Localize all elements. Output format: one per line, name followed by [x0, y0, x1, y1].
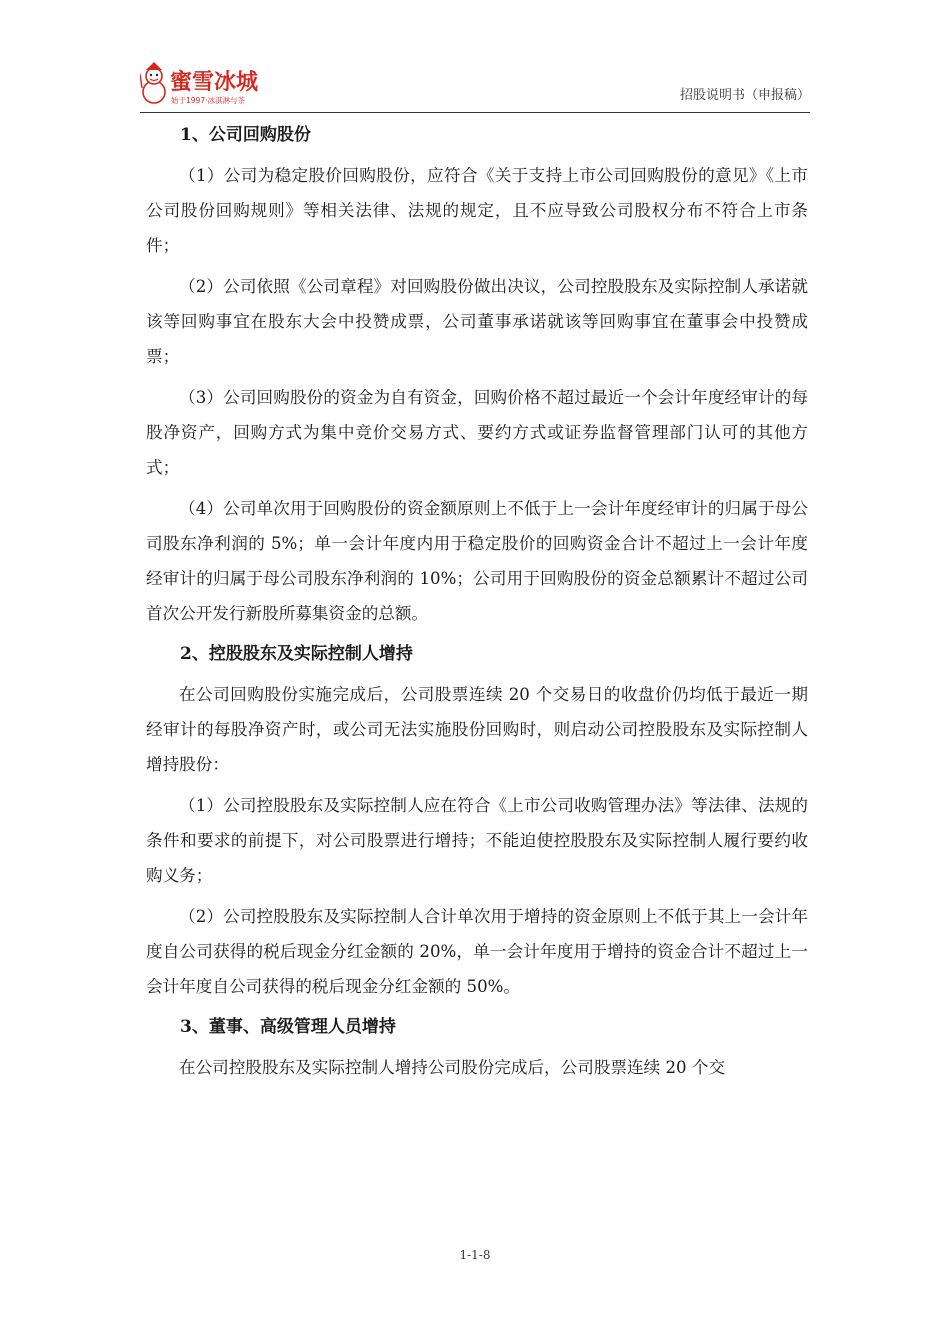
company-logo [140, 62, 270, 108]
page-number: 1-1-8 [459, 1248, 491, 1262]
paragraph: （4）公司单次用于回购股份的资金额原则上不低于上一会计年度经审计的归属于母公司股东净利润的 5%；单一会计年度内用于稳定股价的回购资金合计不超过上一会计年度经审计的归属于母公司股东净利润的 10%；公司用于回购股份的资金总额累计不超过公司首次公开发行新股所募集资金的总额。 [146, 499, 808, 623]
paragraph: （1）公司控股股东及实际控制人应在符合《上市公司收购管理办法》等法律、法规的条件和要求的前提下，对公司股票进行增持；不能迫使控股股东及实际控制人履行要约收购义务； [146, 796, 808, 885]
document-title: 招股说明书（申报稿） [679, 88, 810, 103]
header-divider [140, 112, 810, 113]
paragraph: （1）公司为稳定股价回购股份，应符合《关于支持上市公司回购股份的意见》《上市公司股份回购规则》等相关法律、法规的规定，且不应导致公司股权分布不符合上市条件； [146, 166, 808, 255]
paragraph: （2）公司控股股东及实际控制人合计单次用于增持的资金原则上不低于其上一会计年度自公司获得的税后现金分红金额的 20%，单一会计年度用于增持的资金合计不超过上一会计年度自公司获得的税后现金分红金额的 50%。 [146, 907, 808, 996]
paragraph: 在公司控股股东及实际控制人增持公司股份完成后，公司股票连续 20 个交 [179, 1058, 726, 1077]
paragraph: （3）公司回购股份的资金为自有资金，回购价格不超过最近一个会计年度经审计的每股净资产，回购方式为集中竞价交易方式、要约方式或证券监督管理部门认可的其他方式； [146, 388, 808, 477]
section-heading: 1、公司回购股份 [180, 125, 311, 145]
logo-tagline: 始于1997·冰淇淋与茶 [171, 96, 245, 105]
page-header [140, 62, 810, 112]
section-heading: 3、董事、高级管理人员增持 [180, 1017, 396, 1037]
paragraph: 在公司回购股份实施完成后，公司股票连续 20 个交易日的收盘价仍均低于最近一期经审计的每股净资产时，或公司无法实施股份回购时，则启动公司控股股东及实际控制人增持股份： [146, 685, 808, 774]
document-body [146, 118, 808, 1091]
section-controlling-shareholder [146, 637, 808, 1004]
section-heading: 2、控股股东及实际控制人增持 [180, 644, 413, 664]
section-buyback [146, 118, 808, 631]
paragraph: （2）公司依照《公司章程》对回购股份做出决议，公司控股股东及实际控制人承诺就该等回购事宜在股东大会中投赞成票，公司董事承诺就该等回购事宜在董事会中投赞成票； [146, 277, 808, 366]
section-directors [146, 1010, 808, 1085]
logo-brand-text: 蜜雪冰城 [170, 70, 259, 95]
